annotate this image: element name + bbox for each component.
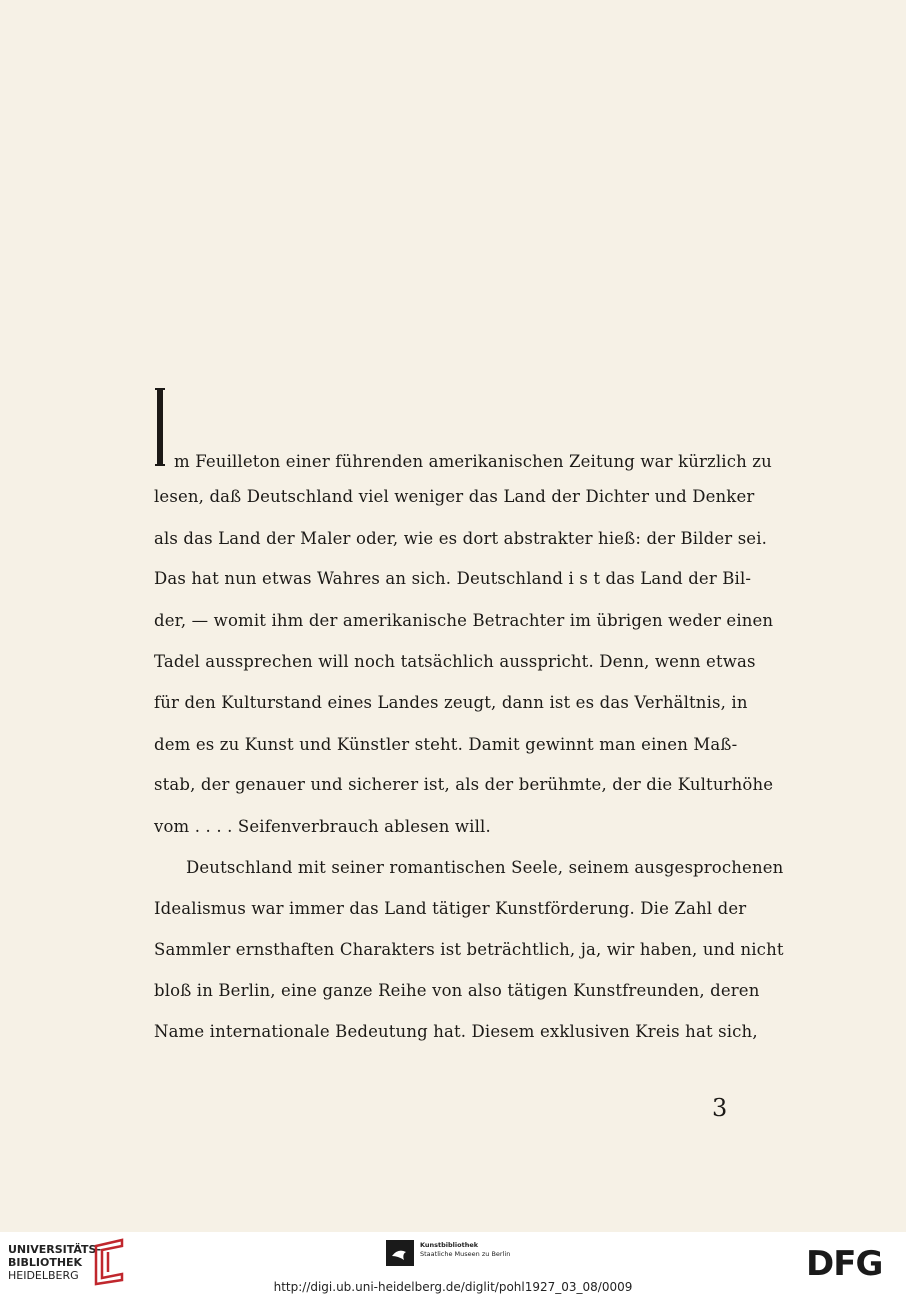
ub-heidelberg-logo-text[interactable] [8, 1243, 101, 1282]
paragraph-1-line-10: vom . . . . Seifenverbrauch ablesen will. [154, 817, 491, 836]
kb-line-1: Kunstbibliothek [420, 1241, 479, 1249]
paragraph-2-line-5: Name internationale Bedeutung hat. Diesem exklusiven Kreis hat sich, [154, 1022, 758, 1041]
paragraph-1-line-3: als das Land der Maler oder, wie es dort abstrakter hieß: der Bilder sei. [154, 529, 768, 548]
ub-heidelberg-logo-icon[interactable] [92, 1238, 128, 1286]
permalink-url[interactable]: http://digi.ub.uni-heidelberg.de/diglit/pohl1927_03_08/0009 [273, 1280, 633, 1294]
paragraph-1-line-5: der, — womit ihm der amerikanische Betrachter im übrigen weder einen [154, 611, 774, 630]
paragraph-2-line-2: Idealismus war immer das Land tätiger Kunstförderung. Die Zahl der [154, 899, 747, 918]
page-number: 3 [712, 1094, 728, 1122]
paragraph-1-line-6: Tadel aussprechen will noch tatsächlich ausspricht. Denn, wenn etwas [154, 652, 756, 671]
paragraph-1-line-9: stab, der genauer und sicherer ist, als der berühmte, der die Kulturhöhe [154, 775, 774, 794]
dfg-logo[interactable]: DFG [806, 1244, 883, 1284]
kunstbibliothek-logo-icon[interactable] [386, 1240, 414, 1266]
ub-line-3: HEIDELBERG [8, 1269, 79, 1282]
paragraph-1-line-2: lesen, daß Deutschland viel weniger das Land der Dichter und Denker [154, 487, 755, 506]
paragraph-1-line-8: dem es zu Kunst und Künstler steht. Damit gewinnt man einen Maß- [154, 735, 738, 754]
paragraph-1-line-1: m Feuilleton einer führenden amerikanischen Zeitung war kürzlich zu [174, 452, 772, 471]
kb-line-2: Staatliche Museen zu Berlin [420, 1250, 511, 1258]
ub-line-2: BIBLIOTHEK [8, 1256, 83, 1269]
paragraph-1-line-7: für den Kulturstand eines Landes zeugt, dann ist es das Verhältnis, in [154, 693, 748, 712]
kunstbibliothek-logo-text[interactable] [420, 1241, 510, 1259]
paragraph-1-line-4: Das hat nun etwas Wahres an sich. Deutschland i s t das Land der Bil- [154, 569, 752, 588]
drop-cap-letter-I [154, 388, 166, 466]
ub-line-1: UNIVERSITÄTS- [8, 1243, 102, 1256]
paragraph-2-line-1: Deutschland mit seiner romantischen Seele, seinem ausgesprochenen [186, 858, 784, 877]
paragraph-2-line-3: Sammler ernsthaften Charakters ist beträchtlich, ja, wir haben, und nicht [154, 940, 784, 959]
paragraph-2-line-4: bloß in Berlin, eine ganze Reihe von also tätigen Kunstfreunden, deren [154, 981, 760, 1000]
